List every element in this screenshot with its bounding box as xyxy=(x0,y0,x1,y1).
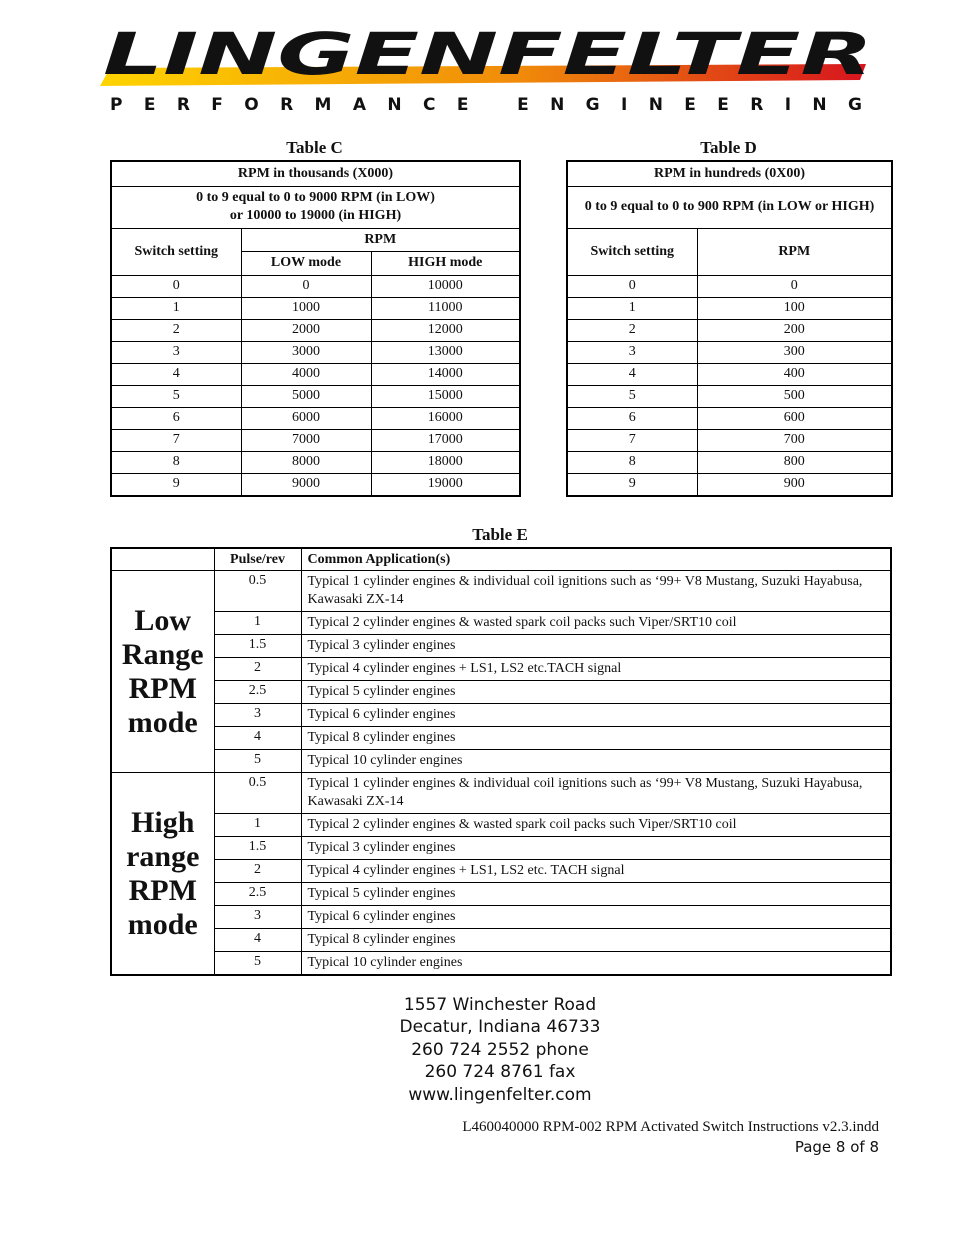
table-d-body xyxy=(567,275,892,496)
table-cell: 900 xyxy=(697,473,892,496)
table-cell: 3 xyxy=(567,341,697,363)
table-row xyxy=(567,451,892,473)
pulse-rev-cell: 1 xyxy=(214,814,301,837)
table-e-body xyxy=(111,571,891,976)
pulse-rev-cell: 2.5 xyxy=(214,681,301,704)
application-cell: Typical 4 cylinder engines + LS1, LS2 etc.TACH signal xyxy=(301,658,891,681)
table-cell: 0 xyxy=(111,275,241,297)
table-cell: 5 xyxy=(567,385,697,407)
footer-file-name: L460040000 RPM-002 RPM Activated Switch Instructions v2.3.indd xyxy=(462,1119,879,1135)
pulse-rev-cell: 3 xyxy=(214,906,301,929)
table-cell: 800 xyxy=(697,451,892,473)
high-range-mode-label: High range RPM mode xyxy=(111,773,214,976)
application-cell: Typical 5 cylinder engines xyxy=(301,681,891,704)
pulse-rev-cell: 0.5 xyxy=(214,571,301,612)
table-c-col-high: HIGH mode xyxy=(371,251,520,275)
application-cell: Typical 1 cylinder engines & individual coil ignitions such as ‘99+ V8 Mustang, Suzuki Hayabusa, Kawasaki ZX-14 xyxy=(301,571,891,612)
table-row xyxy=(111,473,520,496)
logo-wordmark: LINGENFELTER xyxy=(103,24,873,88)
application-cell: Typical 3 cylinder engines xyxy=(301,635,891,658)
pulse-rev-cell: 2 xyxy=(214,860,301,883)
table-d-header: RPM in hundreds (0X00) xyxy=(567,161,892,186)
table-row xyxy=(567,319,892,341)
table-d-subheader: 0 to 9 equal to 0 to 900 RPM (in LOW or HIGH) xyxy=(567,186,892,228)
table-c-header: RPM in thousands (X000) xyxy=(111,161,520,186)
pulse-rev-cell: 0.5 xyxy=(214,773,301,814)
table-cell: 5000 xyxy=(241,385,371,407)
table-c-subheader-line1: 0 to 9 equal to 0 to 9000 RPM (in LOW) xyxy=(196,190,435,205)
table-cell: 3 xyxy=(111,341,241,363)
table-cell: 4000 xyxy=(241,363,371,385)
table-cell: 10000 xyxy=(371,275,520,297)
table-row xyxy=(111,952,891,976)
table-e-caption: Table E xyxy=(472,525,528,544)
table-cell: 5 xyxy=(111,385,241,407)
table-c-subheader xyxy=(111,186,520,228)
low-range-mode-label: Low Range RPM mode xyxy=(111,571,214,773)
table-cell: 16000 xyxy=(371,407,520,429)
pulse-rev-cell: 4 xyxy=(214,929,301,952)
table-row xyxy=(111,727,891,750)
application-cell: Typical 4 cylinder engines + LS1, LS2 etc. TACH signal xyxy=(301,860,891,883)
application-cell: Typical 2 cylinder engines & wasted spark coil packs such Viper/SRT10 coil xyxy=(301,612,891,635)
table-row xyxy=(567,297,892,319)
table-c-col-switch: Switch setting xyxy=(111,228,241,275)
table-row xyxy=(111,750,891,773)
table-cell: 6 xyxy=(567,407,697,429)
table-cell: 300 xyxy=(697,341,892,363)
table-c-col-rpm: RPM xyxy=(241,228,520,251)
table-e-col-pulse: Pulse/rev xyxy=(214,548,301,571)
table-cell: 0 xyxy=(697,275,892,297)
table-cell: 6 xyxy=(111,407,241,429)
table-cell: 18000 xyxy=(371,451,520,473)
table-row xyxy=(111,429,520,451)
application-cell: Typical 3 cylinder engines xyxy=(301,837,891,860)
application-cell: Typical 2 cylinder engines & wasted spark coil packs such Viper/SRT10 coil xyxy=(301,814,891,837)
application-cell: Typical 8 cylinder engines xyxy=(301,727,891,750)
table-cell: 6000 xyxy=(241,407,371,429)
table-c-caption: Table C xyxy=(286,138,343,157)
table-d-caption: Table D xyxy=(700,138,757,157)
pulse-rev-cell: 1.5 xyxy=(214,635,301,658)
table-cell: 0 xyxy=(241,275,371,297)
table-row xyxy=(111,837,891,860)
table-row xyxy=(111,658,891,681)
table-cell: 12000 xyxy=(371,319,520,341)
logo-tagline: PERFORMANCE ENGINEERING xyxy=(110,95,866,115)
table-row xyxy=(111,571,891,612)
table-c-body xyxy=(111,275,520,496)
table-c-subheader-line2: or 10000 to 19000 (in HIGH) xyxy=(229,208,402,223)
company-logo xyxy=(96,24,880,116)
address-city: Decatur, Indiana 46733 xyxy=(399,1017,601,1038)
application-cell: Typical 1 cylinder engines & individual coil ignitions such as ‘99+ V8 Mustang, Suzuki Hayabusa, Kawasaki ZX-14 xyxy=(301,773,891,814)
table-d-col-switch: Switch setting xyxy=(567,228,697,275)
pulse-rev-cell: 4 xyxy=(214,727,301,750)
table-row xyxy=(111,363,520,385)
lingenfelter-logo-graphic xyxy=(96,24,880,116)
table-cell: 7 xyxy=(111,429,241,451)
table-cell: 3000 xyxy=(241,341,371,363)
table-row xyxy=(567,407,892,429)
address-website[interactable]: www.lingenfelter.com xyxy=(408,1084,592,1105)
table-cell: 500 xyxy=(697,385,892,407)
table-cell: 17000 xyxy=(371,429,520,451)
table-row xyxy=(111,297,520,319)
application-cell: Typical 5 cylinder engines xyxy=(301,883,891,906)
pulse-rev-cell: 2 xyxy=(214,658,301,681)
pulse-rev-cell: 1.5 xyxy=(214,837,301,860)
table-cell: 9 xyxy=(111,473,241,496)
pulse-rev-cell: 5 xyxy=(214,750,301,773)
table-c xyxy=(110,160,521,497)
footer-page-number: Page 8 of 8 xyxy=(794,1138,879,1156)
application-cell: Typical 10 cylinder engines xyxy=(301,750,891,773)
table-cell: 1000 xyxy=(241,297,371,319)
table-cell: 600 xyxy=(697,407,892,429)
table-row xyxy=(567,363,892,385)
table-row xyxy=(111,883,891,906)
table-d xyxy=(566,160,893,497)
table-e xyxy=(110,547,892,976)
table-cell: 19000 xyxy=(371,473,520,496)
table-row xyxy=(567,429,892,451)
table-cell: 8 xyxy=(111,451,241,473)
table-row xyxy=(111,385,520,407)
table-cell: 11000 xyxy=(371,297,520,319)
table-row xyxy=(111,860,891,883)
table-row xyxy=(111,906,891,929)
address-phone: 260 724 2552 phone xyxy=(411,1039,589,1060)
pulse-rev-cell: 3 xyxy=(214,704,301,727)
application-cell: Typical 6 cylinder engines xyxy=(301,906,891,929)
table-cell: 7 xyxy=(567,429,697,451)
table-row xyxy=(111,451,520,473)
table-row xyxy=(111,704,891,727)
table-row xyxy=(111,341,520,363)
table-row xyxy=(111,275,520,297)
application-cell: Typical 10 cylinder engines xyxy=(301,952,891,976)
table-cell: 13000 xyxy=(371,341,520,363)
address-street: 1557 Winchester Road xyxy=(403,995,597,1015)
table-cell: 700 xyxy=(697,429,892,451)
table-e-col-app: Common Application(s) xyxy=(301,548,891,571)
table-cell: 200 xyxy=(697,319,892,341)
table-row xyxy=(567,275,892,297)
pulse-rev-cell: 5 xyxy=(214,952,301,976)
table-cell: 7000 xyxy=(241,429,371,451)
pulse-rev-cell: 2.5 xyxy=(214,883,301,906)
table-row xyxy=(111,929,891,952)
company-address xyxy=(300,994,700,1106)
table-row xyxy=(111,814,891,837)
table-row xyxy=(567,473,892,496)
table-cell: 1 xyxy=(567,297,697,319)
table-cell: 2 xyxy=(111,319,241,341)
table-row xyxy=(111,773,891,814)
address-fax: 260 724 8761 fax xyxy=(424,1062,576,1083)
table-row xyxy=(567,341,892,363)
table-cell: 8000 xyxy=(241,451,371,473)
table-row xyxy=(111,681,891,704)
table-row xyxy=(111,407,520,429)
table-cell: 9000 xyxy=(241,473,371,496)
application-cell: Typical 6 cylinder engines xyxy=(301,704,891,727)
table-cell: 4 xyxy=(567,363,697,385)
table-cell: 8 xyxy=(567,451,697,473)
table-row xyxy=(567,385,892,407)
table-cell: 14000 xyxy=(371,363,520,385)
table-cell: 0 xyxy=(567,275,697,297)
table-row xyxy=(111,612,891,635)
table-d-col-rpm: RPM xyxy=(697,228,892,275)
table-cell: 4 xyxy=(111,363,241,385)
table-e-corner-cell xyxy=(111,548,214,571)
table-cell: 1 xyxy=(111,297,241,319)
table-row xyxy=(111,635,891,658)
table-row xyxy=(111,319,520,341)
table-cell: 9 xyxy=(567,473,697,496)
table-cell: 2 xyxy=(567,319,697,341)
table-cell: 100 xyxy=(697,297,892,319)
table-c-col-low: LOW mode xyxy=(241,251,371,275)
table-cell: 15000 xyxy=(371,385,520,407)
application-cell: Typical 8 cylinder engines xyxy=(301,929,891,952)
table-cell: 2000 xyxy=(241,319,371,341)
table-cell: 400 xyxy=(697,363,892,385)
pulse-rev-cell: 1 xyxy=(214,612,301,635)
